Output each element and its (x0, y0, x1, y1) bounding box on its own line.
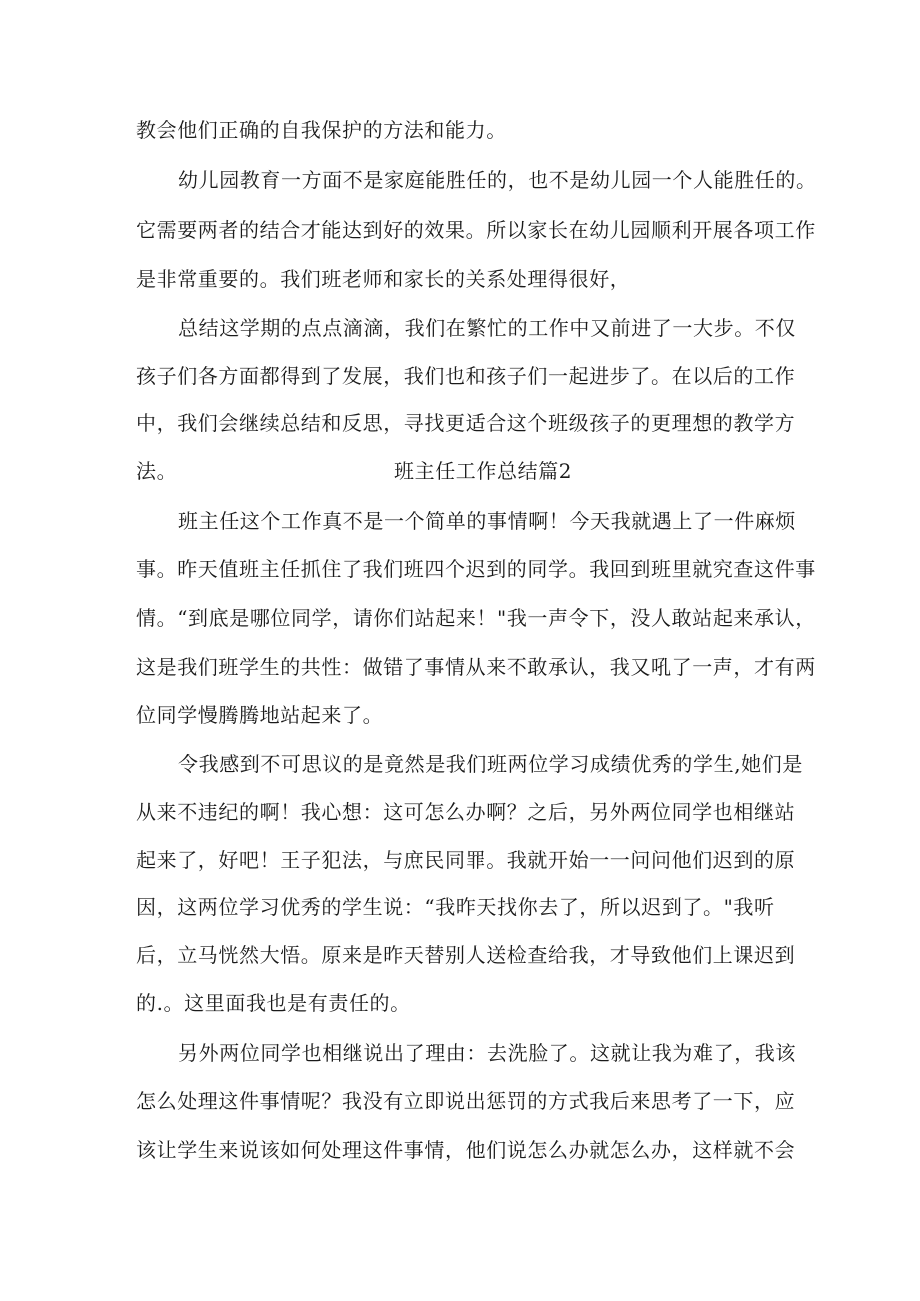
text-line: 班主任这个工作真不是一个简单的事情啊！今天我就遇上了一件麻烦 (178, 509, 796, 533)
text-line: 幼儿园教育一方面不是家庭能胜任的，也不是幼儿园一个人能胜任的。 (178, 168, 817, 192)
text-line: 因，这两位学习优秀的学生说：“我昨天找你去了，所以迟到了。"我听 (136, 895, 775, 919)
text-line: 这是我们班学生的共性：做错了事情从来不敢承认，我又吼了一声，才有两 (136, 655, 816, 679)
text-line: 的.。这里面我也是有责任的。 (136, 991, 411, 1015)
section-heading: 班主任工作总结篇2 (394, 459, 573, 483)
text-line: 后，立马恍然大悟。原来是昨天替别人送检查给我，才导致他们上课迟到 (136, 943, 796, 967)
text-line: 事。昨天值班主任抓住了我们班四个迟到的同学。我回到班里就究查这件事 (136, 557, 816, 581)
text-line: 情。“到底是哪位同学，请你们站起来！"我一声令下，没人敢站起来承认， (136, 606, 816, 630)
text-line: 起来了，好吧！王子犯法，与庶民同罪。我就开始一一问问他们迟到的原 (136, 848, 796, 872)
text-line: 孩子们各方面都得到了发展，我们也和孩子们一起进步了。在以后的工作 (136, 364, 796, 388)
text-line: 位同学慢腾腾地站起来了。 (136, 703, 384, 727)
text-line: 另外两位同学也相继说出了理由：去洗脸了。这就让我为难了，我该 (178, 1041, 796, 1065)
text-line: 中，我们会继续总结和反思，寻找更适合这个班级孩子的更理想的教学方 (136, 411, 796, 435)
text-line: 总结这学期的点点滴滴，我们在繁忙的工作中又前进了一大步。不仅 (178, 316, 796, 340)
text-line: 它需要两者的结合才能达到好的效果。所以家长在幼儿园顺利开展各项工作 (136, 218, 816, 242)
text-line: 教会他们正确的自我保护的方法和能力。 (136, 118, 507, 142)
text-line: 是非常重要的。我们班老师和家长的关系处理得很好， (136, 267, 631, 291)
text-line: 法。 (136, 459, 178, 483)
text-line: 令我感到不可思议的是竟然是我们班两位学习成绩优秀的学生,她们是 (178, 752, 803, 776)
text-line: 从来不违纪的啊！我心想：这可怎么办啊？之后，另外两位同学也相继站 (136, 800, 796, 824)
text-line: 该让学生来说该如何处理这件事情，他们说怎么办就怎么办，这样就不会 (136, 1138, 796, 1162)
text-line: 怎么处理这件事情呢？我没有立即说出惩罚的方式我后来思考了一下，应 (136, 1089, 796, 1113)
